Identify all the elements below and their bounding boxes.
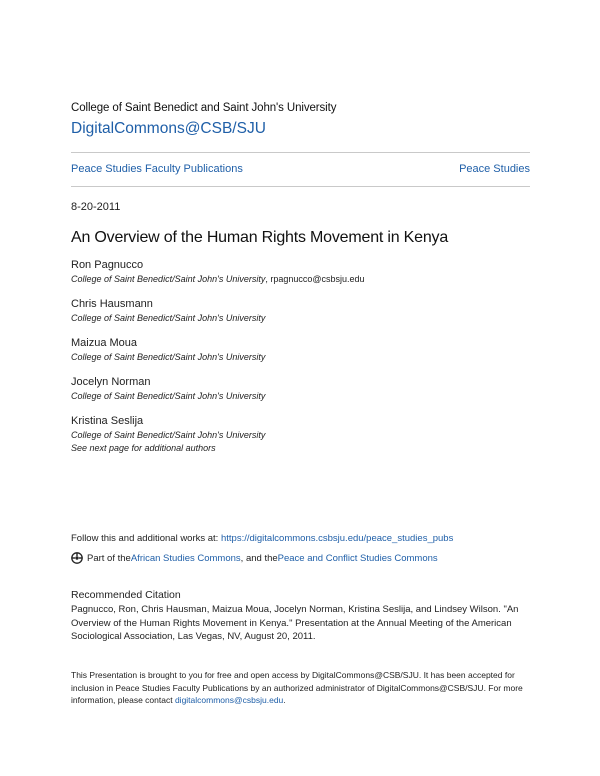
author-entry bbox=[71, 375, 530, 403]
author-entry bbox=[71, 258, 530, 286]
contact-email-link[interactable]: digitalcommons@csbsju.edu bbox=[174, 695, 284, 705]
author-affiliation: College of Saint Benedict/Saint John's University bbox=[71, 313, 266, 323]
collection-link[interactable]: Peace Studies Faculty Publications bbox=[71, 163, 243, 175]
author-name: Maizua Moua bbox=[71, 337, 138, 349]
citation-heading: Recommended Citation bbox=[71, 589, 181, 601]
author-entry bbox=[71, 336, 530, 364]
author-email[interactable]: , rpagnucco@csbsju.edu bbox=[265, 274, 365, 284]
collection-url-link[interactable]: https://digitalcommons.csbsju.edu/peace_studies_pubs bbox=[220, 533, 454, 544]
follow-line bbox=[71, 533, 453, 544]
notice-end: . bbox=[283, 695, 286, 705]
part-of-middle: , and the bbox=[240, 552, 278, 564]
author-affiliation bbox=[71, 272, 530, 286]
author-name: Chris Hausmann bbox=[71, 298, 153, 310]
peace-conflict-studies-link[interactable]: Peace and Conflict Studies Commons bbox=[277, 552, 438, 564]
author-affiliation: College of Saint Benedict/Saint John's University bbox=[71, 391, 266, 401]
author-name: Jocelyn Norman bbox=[71, 376, 151, 388]
divider-top bbox=[71, 152, 530, 153]
part-of-prefix: Part of the bbox=[87, 552, 131, 564]
author-affiliation: College of Saint Benedict/Saint John's University bbox=[71, 430, 266, 440]
divider-bottom bbox=[71, 186, 530, 187]
african-studies-link[interactable]: African Studies Commons bbox=[130, 552, 241, 564]
document-page bbox=[71, 0, 530, 776]
see-next-page-note: See next page for additional authors bbox=[71, 443, 216, 453]
author-name: Ron Pagnucco bbox=[71, 259, 144, 271]
institution-name: College of Saint Benedict and Saint John's University bbox=[71, 102, 337, 114]
document-title: An Overview of the Human Rights Movement in Kenya bbox=[71, 229, 449, 246]
notice-text: This Presentation is brought to you for free and open access by DigitalCommons@CSB/SJU. It has been accepted for inclusion in Peace Studies Faculty Publications by an authorized administrator of DigitalCommons@CSB/SJU. For more information, please contact bbox=[71, 670, 523, 705]
author-list bbox=[71, 258, 530, 453]
publication-date: 8-20-2011 bbox=[71, 201, 121, 213]
department-link[interactable]: Peace Studies bbox=[459, 163, 530, 175]
part-of-line bbox=[71, 552, 438, 564]
author-entry bbox=[71, 414, 530, 442]
creative-commons-icon bbox=[71, 552, 83, 564]
follow-prefix: Follow this and additional works at: bbox=[71, 533, 221, 544]
author-affiliation: College of Saint Benedict/Saint John's University bbox=[71, 352, 266, 362]
author-name: Kristina Seslija bbox=[71, 415, 144, 427]
access-notice bbox=[71, 669, 530, 707]
repository-link[interactable]: DigitalCommons@CSB/SJU bbox=[71, 120, 266, 137]
author-entry bbox=[71, 297, 530, 325]
affiliation-text: College of Saint Benedict/Saint John's University bbox=[71, 274, 266, 284]
citation-body: Pagnucco, Ron, Chris Hausman, Maizua Moua, Jocelyn Norman, Kristina Seslija, and Lindsey Wilson. "An Overview of the Human Rights Movement in Kenya." Presentation at the Annual Meeting of the American Sociological Association, Las Vegas, NV, August 20, 2011. bbox=[71, 604, 519, 642]
